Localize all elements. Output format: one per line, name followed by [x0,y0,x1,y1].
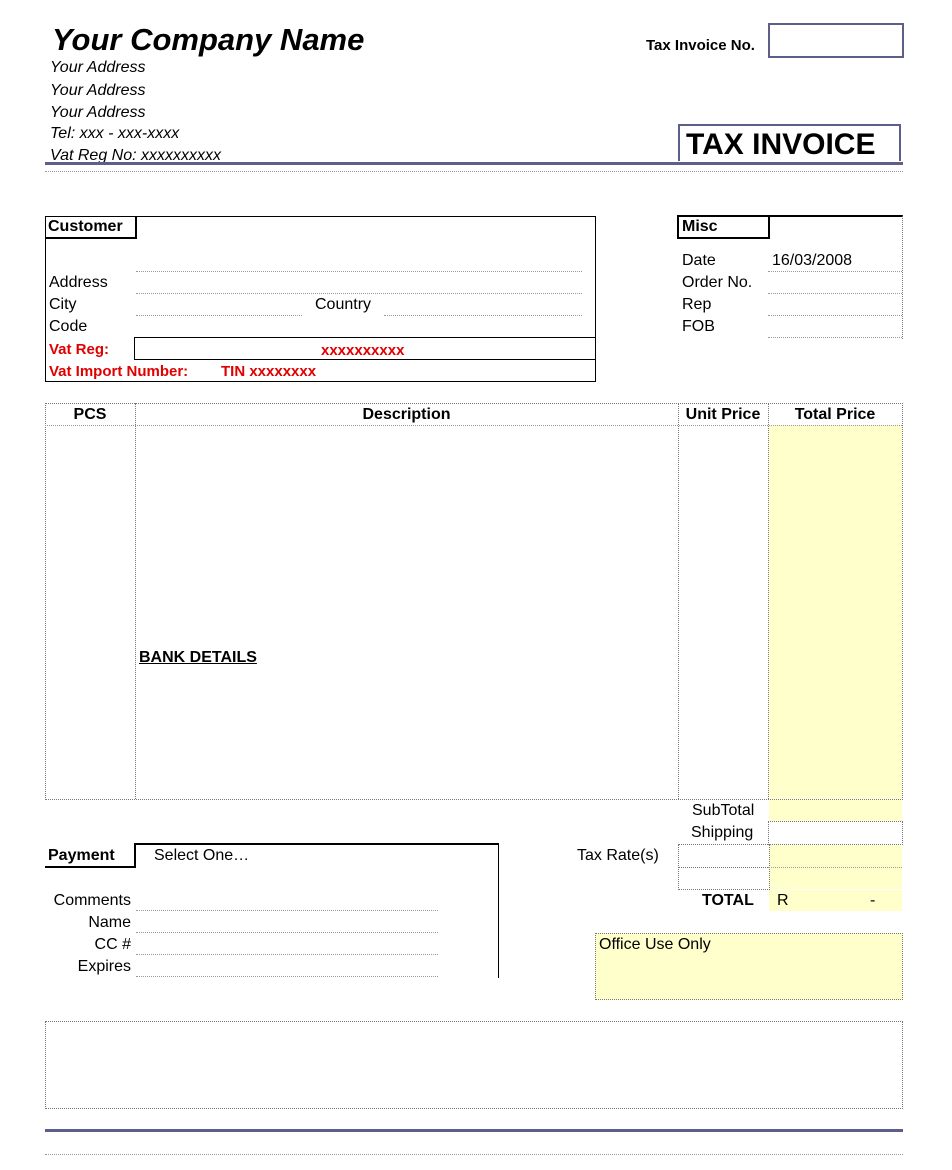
col-header-description: Description [362,406,451,423]
misc-fob-line [768,337,902,338]
customer-vat-reg-label: Vat Reg: [49,341,110,358]
office-use-label: Office Use Only [599,936,711,953]
customer-city-label: City [49,296,77,313]
items-table [45,403,903,800]
subtotal-label: SubTotal [692,802,755,819]
company-vat-reg: Vat Reg No: xxxxxxxxxx [50,147,222,164]
misc-date-line [768,271,902,272]
company-name: Your Company Name [52,22,365,57]
payment-cc-label: CC # [94,936,131,953]
customer-code-input[interactable] [136,317,582,337]
shipping-label: Shipping [691,824,754,841]
customer-vat-reg-value[interactable]: xxxxxxxxxx [321,342,405,359]
tax-rate-label: Tax Rate(s) [577,847,659,864]
col-header-pcs: PCS [73,406,107,423]
payment-header: Payment [45,845,136,868]
total-value: - [870,892,876,909]
payment-expires-input[interactable] [136,956,438,976]
customer-line-1 [136,271,582,272]
header-divider [45,162,903,165]
tax-rate-row-divider [768,867,902,868]
payment-top-border [134,843,499,845]
payment-comments-input[interactable] [136,890,438,910]
total-currency: R [777,892,789,909]
col-header-unit-price: Unit Price [685,406,761,423]
bank-details-heading: BANK DETAILS [139,649,257,666]
customer-header: Customer [45,216,137,239]
customer-address-label: Address [49,274,108,291]
misc-rep-input[interactable] [768,295,902,315]
misc-date-label: Date [682,252,716,269]
tax-invoice-title: TAX INVOICE [678,124,901,161]
misc-order-line [768,293,902,294]
total-value-cell [769,890,902,911]
tax-invoice-number-input[interactable] [768,23,904,58]
misc-order-label: Order No. [682,274,753,291]
tax-rate-input-1[interactable] [678,844,770,868]
payment-method-select[interactable]: Select One… [154,847,250,864]
tax-rate-input-2[interactable] [678,867,770,890]
tax-invoice-number-label: Tax Invoice No. [646,37,755,54]
payment-comments-line [136,910,438,911]
company-address-3: Your Address [50,104,146,121]
footer-divider [45,1129,903,1132]
payment-name-input[interactable] [136,912,438,932]
items-col-divider-2 [678,403,679,799]
customer-country-input[interactable] [384,295,582,315]
col-header-total-price: Total Price [794,406,876,423]
customer-city-input[interactable] [136,295,302,315]
payment-name-label: Name [88,914,131,931]
company-address-2: Your Address [50,82,146,99]
misc-fob-input[interactable] [768,317,902,337]
customer-code-label: Code [49,318,88,335]
items-col-divider-1 [135,403,136,799]
customer-vat-import-value[interactable]: TIN xxxxxxxx [221,363,317,380]
customer-country-label: Country [315,296,372,313]
customer-vat-divider [134,337,135,360]
subtotal-value-cell [769,800,902,821]
misc-rep-label: Rep [682,296,712,313]
misc-fob-label: FOB [682,318,715,335]
payment-name-line [136,932,438,933]
shipping-value-cell[interactable] [768,821,903,845]
payment-cc-input[interactable] [136,934,438,954]
payment-right-border [498,843,499,978]
items-header-underline [45,425,902,426]
customer-address-input[interactable] [136,273,582,293]
payment-expires-label: Expires [77,958,131,975]
company-address-1: Your Address [50,59,146,76]
customer-vat-import-label: Vat Import Number: [49,363,189,380]
company-tel: Tel: xxx - xxx-xxxx [50,125,180,142]
footer-divider-dotted [45,1154,903,1155]
total-label: TOTAL [702,892,754,909]
payment-cc-line [136,954,438,955]
misc-date-value[interactable]: 16/03/2008 [772,252,853,269]
payment-comments-label: Comments [53,892,131,909]
misc-header: Misc [677,216,770,239]
notes-box[interactable] [45,1021,903,1109]
customer-country-line [384,315,582,316]
payment-expires-line [136,976,438,977]
customer-city-line [136,315,302,316]
misc-rep-line [768,315,902,316]
misc-order-input[interactable] [768,273,902,293]
customer-address-line [136,293,582,294]
header-divider-dotted [45,171,903,172]
items-col-divider-3 [768,403,769,799]
